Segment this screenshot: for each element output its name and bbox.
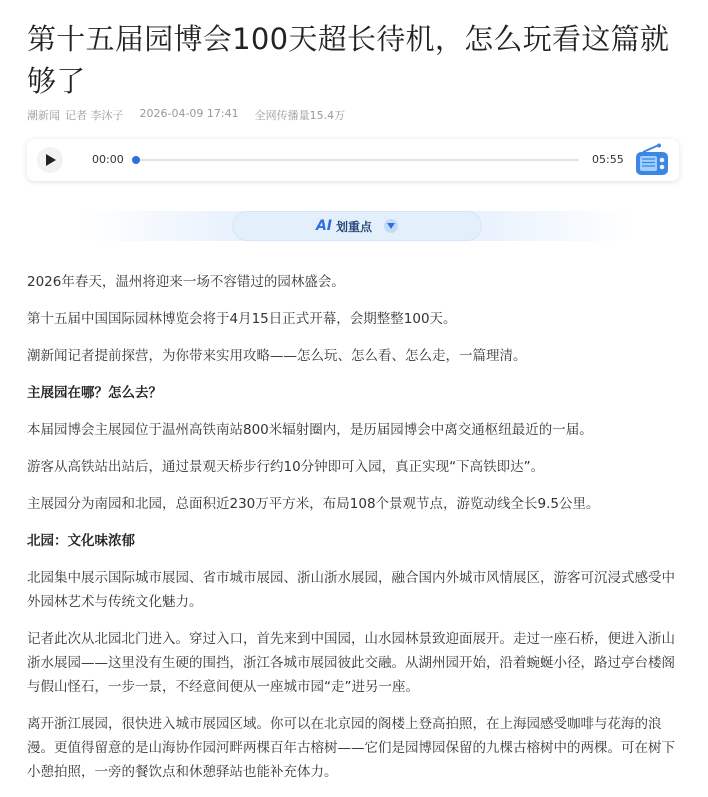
current-time: 00:00: [92, 153, 124, 166]
paragraph: 第十五届中国国际园林博览会将于4月15日正式开幕，会期整整100天。: [27, 311, 457, 327]
publish-date: 2026-04-09 17:41: [139, 107, 239, 120]
paragraph: 记者此次从北园北门进入。穿过入口，首先来到中国园，山水园林景致迎面展开。走过一座石桥，便进入浙山浙水展园——这里没有生硬的围挡，浙江各城市展园彼此交融。从湖州园开始，沿着蜿蜒小径，路过亭台楼阁与假山怪石，一步一景，不经意间便从一座城市园“走”进另一座。: [27, 631, 675, 695]
paragraph: 北园集中展示国际城市展园、省市城市展园、浙山浙水展园，融合国内外城市风情展区，游客可沉浸式感受中外园林艺术与传统文化魅力。: [27, 570, 675, 610]
source-label[interactable]: 潮新闻: [27, 109, 60, 122]
paragraph: 游客从高铁站出站后，通过景观天桥步行约10分钟即可入园，真正实现“下高铁即达”。: [27, 459, 545, 475]
progress-knob[interactable]: [132, 156, 140, 164]
article-title: 第十五届园博会100天超长待机，怎么玩看这篇就够了: [27, 22, 670, 98]
progress-track[interactable]: [135, 159, 579, 161]
duration: 05:55: [592, 153, 624, 166]
paragraph: 离开浙江展园，很快进入城市展园区域。你可以在北京园的阁楼上登高拍照，在上海园感受咖啡与花海的浪漫。更值得留意的是山海协作园河畔两棵百年古榕树——它们是园博园保留的九棵古榕树中的两棵。可在树下小憩拍照，一旁的餐饮点和休憩驿站也能补充体力。: [27, 716, 675, 780]
play-icon: [46, 154, 56, 166]
paragraph: 潮新闻记者提前探营，为你带来实用攻略——怎么玩、怎么看、怎么走，一篇理清。: [27, 348, 527, 364]
audio-player: [27, 139, 679, 181]
article-meta: [27, 107, 345, 123]
play-button[interactable]: [37, 147, 63, 173]
highlight-toggle[interactable]: [232, 211, 482, 241]
paragraph: 主展园分为南园和北园，总面积近230万平方米，布局108个景观节点，游览动线全长9.5公里。: [27, 496, 600, 512]
highlight-bar: [82, 211, 632, 241]
section-heading: 主展园在哪？怎么去？: [27, 385, 162, 401]
chevron-down-icon[interactable]: [384, 219, 398, 233]
paragraph: 本届园博会主展园位于温州高铁南站800米辐射圈内，是历届园博会中离交通枢纽最近的一届。: [27, 422, 593, 438]
section-heading: 北园：文化味浓郁: [27, 533, 135, 549]
ai-mark: AI: [315, 218, 333, 234]
article-body: [27, 270, 683, 797]
reporter-label: 记者 李沐子: [65, 109, 124, 122]
radio-icon[interactable]: [635, 143, 669, 177]
highlight-label: 划重点: [336, 219, 373, 234]
byline: [27, 107, 124, 123]
paragraph: 2026年春天，温州将迎来一场不容错过的园林盛会。: [27, 274, 345, 290]
spread-count: 全网传播量15.4万: [254, 109, 346, 122]
